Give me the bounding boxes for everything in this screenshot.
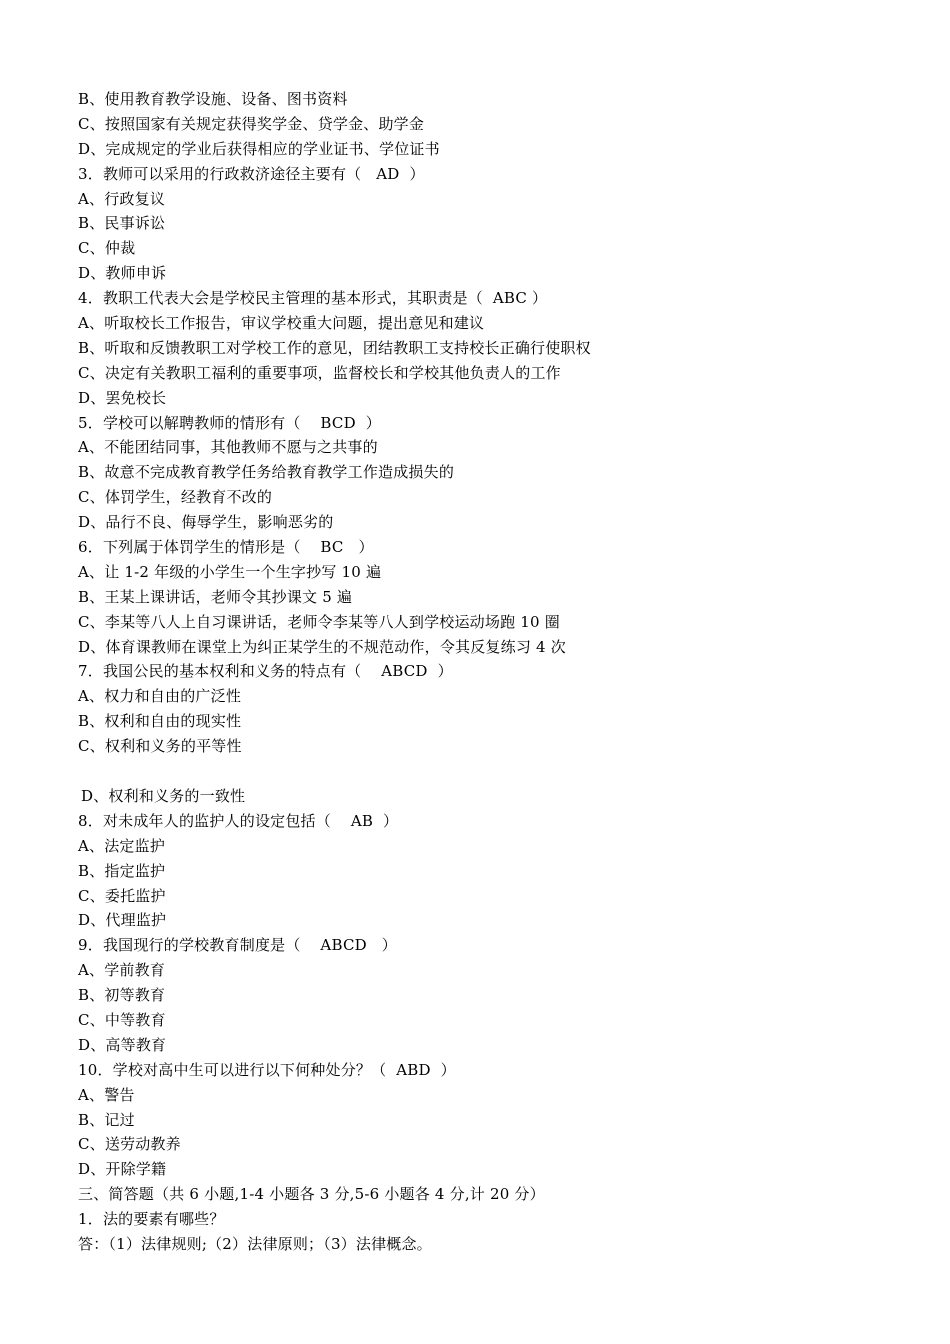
option-line: B、记过 [78,1110,135,1129]
option-line: A、行政复议 [78,189,166,208]
question-line: 7．我国公民的基本权利和义务的特点有（ ABCD ） [78,662,453,681]
answer-line: 答：（1）法律规则;（2）法律原则；（3）法律概念。 [78,1234,432,1253]
option-line: B、听取和反馈教职工对学校工作的意见，团结教职工支持校长正确行使职权 [78,338,591,357]
question-line: 8．对未成年人的监护人的设定包括（ AB ） [78,811,399,830]
option-line: B、初等教育 [78,986,166,1005]
option-line: A、让 1-2 年级的小学生一个生字抄写 10 遍 [78,562,382,581]
option-line: D、罢免校长 [78,388,167,407]
option-line: B、故意不完成教育教学任务给教育教学工作造成损失的 [78,463,455,482]
question-line: 10．学校对高中生可以进行以下何种处分？（ ABD ） [78,1060,456,1079]
option-line: A、学前教育 [78,961,166,980]
option-line: C、送劳动教养 [78,1135,181,1154]
option-line: D、代理监护 [78,911,167,930]
option-line: C、决定有关教职工福利的重要事项，监督校长和学校其他负责人的工作 [78,363,561,382]
option-line: D、开除学籍 [78,1160,167,1179]
option-line: D、完成规定的学业后获得相应的学业证书、学位证书 [78,139,440,158]
option-line: B、权利和自由的现实性 [78,712,242,731]
option-line: C、委托监护 [78,886,166,905]
option-line: C、权利和义务的平等性 [78,737,242,756]
question-line: 6．下列属于体罚学生的情形是（ BC ） [78,538,374,557]
option-line: C、李某等八人上自习课讲话，老师令李某等八人到学校运动场跑 10 圈 [78,612,560,631]
section-heading: 三、简答题（共 6 小题,1-4 小题各 3 分,5-6 小题各 4 分,计 20 分） [78,1185,545,1204]
option-line: A、警告 [78,1085,135,1104]
question-line: 5．学校可以解聘教师的情形有（ BCD ） [78,413,381,432]
option-line: C、仲裁 [78,239,136,258]
option-line: C、中等教育 [78,1010,166,1029]
option-line: B、王某上课讲话，老师令其抄课文 5 遍 [78,587,353,606]
document-body [78,87,878,1257]
option-line: A、不能团结同事，其他教师不愿与之共事的 [78,438,378,457]
question-line: 1．法的要素有哪些？ [78,1210,225,1229]
option-line: D、品行不良、侮辱学生，影响恶劣的 [78,513,334,532]
option-line: B、民事诉讼 [78,214,166,233]
option-line: A、权力和自由的广泛性 [78,687,242,706]
question-line: 9．我国现行的学校教育制度是（ ABCD ） [78,936,397,955]
option-line: A、法定监护 [78,836,166,855]
question-line: 4．教职工代表大会是学校民主管理的基本形式，其职责是（ ABC ） [78,289,548,308]
option-line: A、听取校长工作报告，审议学校重大问题，提出意见和建议 [78,314,485,333]
option-line: D、权利和义务的一致性 [81,786,246,805]
option-line: C、按照国家有关规定获得奖学金、贷学金、助学金 [78,114,425,133]
option-line: D、教师申诉 [78,264,167,283]
option-line: B、使用教育教学设施、设备、图书资料 [78,90,348,108]
option-line: D、高等教育 [78,1035,167,1054]
option-line: C、体罚学生，经教育不改的 [78,488,273,507]
question-line: 3．教师可以采用的行政救济途径主要有（ AD ） [78,164,425,183]
option-line: D、体育课教师在课堂上为纠正某学生的不规范动作，令其反复练习 4 次 [78,637,566,656]
option-line: B、指定监护 [78,861,166,880]
blank-line [78,759,878,784]
